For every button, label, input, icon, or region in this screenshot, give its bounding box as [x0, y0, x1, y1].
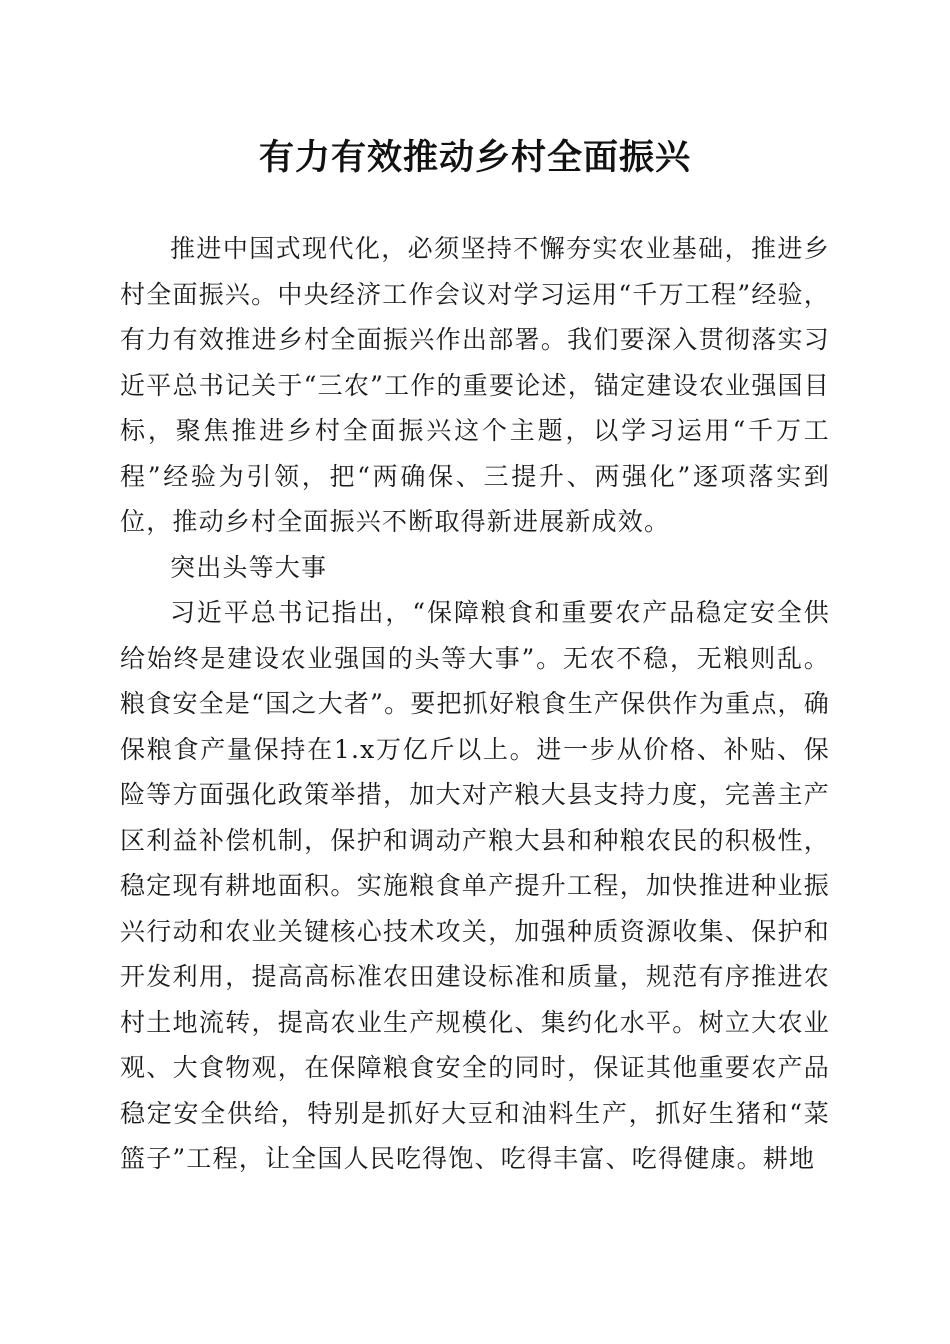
- section-heading: 突出头等大事: [170, 552, 328, 582]
- document-title: 有力有效推动乡村全面振兴: [258, 137, 691, 178]
- intro-paragraph: 推进中国式现代化，必须坚持不懈夯实农业基础，推进乡村全面振兴。中央经济工作会议对学习运用“千万工程”经验，有力有效推进乡村全面振兴作出部署。我们要深入贯彻落实习近平总书记关于“三农”工作的重要论述，锚定建设农业强国目标，聚焦推进乡村全面振兴这个主题，以学习运用“千万工程”经验为引领，把“两确保、三提升、两强化”逐项落实到位，推动乡村全面振兴不断取得新进展新成效。: [120, 234, 830, 536]
- section-paragraph: 习近平总书记指出，“保障粮食和重要农产品稳定安全供给始终是建设农业强国的头等大事”。无农不稳，无粮则乱。粮食安全是“国之大者”。要把抓好粮食生产保供作为重点，确保粮食产量保持在1.x万亿斤以上。进一步从价格、补贴、保险等方面强化政策举措，加大对产粮大县支持力度，完善主产区利益补偿机制，保护和调动产粮大县和种粮农民的积极性，稳定现有耕地面积。实施粮食单产提升工程，加快推进种业振兴行动和农业关键核心技术攻关，加强种质资源收集、保护和开发利用，提高高标准农田建设标准和质量，规范有序推进农村土地流转，提高农业生产规模化、集约化水平。树立大农业观、大食物观，在保障粮食安全的同时，保证其他重要农产品稳定安全供给，特别是抓好大豆和油料生产，抓好生猪和“菜篮子”工程，让全国人民吃得饱、吃得丰富、吃得健康。耕地: [120, 598, 830, 1173]
- document-body: [120, 226, 830, 1182]
